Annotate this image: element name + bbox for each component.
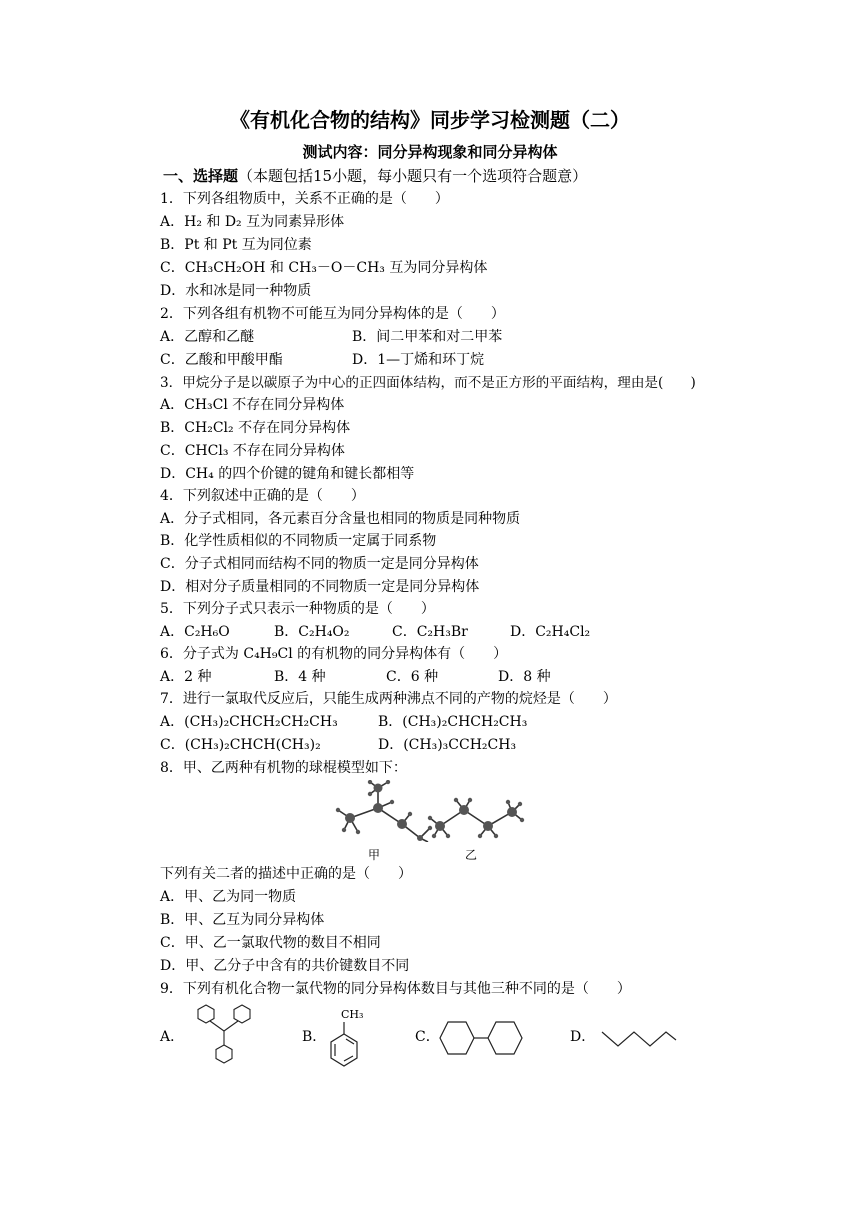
q7-stem: 7．进行一氯取代反应后，只能生成两种沸点不同的产物的烷烃是（ ） <box>160 691 617 707</box>
toluene-ch3-label: CH₃ <box>341 1008 364 1021</box>
hexane-skeleton-structure <box>598 1022 680 1052</box>
triphenylmethane-structure <box>186 1003 262 1071</box>
q2-option-d: D．1—丁烯和环丁烷 <box>352 352 485 368</box>
q6-option-a: A．2 种 <box>160 669 212 685</box>
q3-stem: 3．甲烷分子是以碳原子为中心的正四面体结构，而不是正方形的平面结构，理由是( ) <box>160 375 696 391</box>
ball-stick-model-figure <box>330 780 530 842</box>
q6-option-d: D．8 种 <box>498 669 551 685</box>
q6-option-c: C．6 种 <box>386 669 439 685</box>
q8-option-c: C．甲、乙一氯取代物的数目不相同 <box>160 935 381 951</box>
label-yi: 乙 <box>465 848 478 862</box>
q5-stem: 5．下列分子式只表示一种物质的是（ ） <box>160 601 435 617</box>
model-jia-atoms <box>336 780 432 841</box>
section-title: 一、选择题 <box>163 167 239 185</box>
model-jia <box>338 782 430 842</box>
q5-option-d: D．C₂H₄Cl₂ <box>510 624 591 640</box>
page-subtitle: 测试内容：同分异构现象和同分异构体 <box>302 143 558 161</box>
q8-lead: 下列有关二者的描述中正确的是（ ） <box>160 866 412 882</box>
q6-option-b: B．4 种 <box>274 669 326 685</box>
section-note: （本题包括15小题，每小题只有一个选项符合题意） <box>238 167 588 185</box>
q3-option-b: B．CH₂Cl₂ 不存在同分异构体 <box>160 420 351 436</box>
q4-stem: 4．下列叙述中正确的是（ ） <box>160 488 365 504</box>
q9-stem: 9．下列有机化合物一氯代物的同分异构体数目与其他三种不同的是（ ） <box>160 981 631 997</box>
q2-stem: 2．下列各组有机物不可能互为同分异构体的是（ ） <box>160 306 505 322</box>
q5-option-c: C．C₂H₃Br <box>392 624 468 640</box>
q1-option-c: C．CH₃CH₂OH 和 CH₃－O－CH₃ 互为同分异构体 <box>160 260 488 276</box>
q9-option-a: A． <box>160 1029 185 1045</box>
toluene-structure <box>322 1004 372 1074</box>
q9-option-c: C． <box>415 1029 440 1045</box>
q8-option-b: B．甲、乙互为同分异构体 <box>160 912 325 928</box>
q2-option-b: B．间二甲苯和对二甲苯 <box>352 329 503 345</box>
q9-option-d: D． <box>570 1029 596 1045</box>
q3-option-a: A．CH₃Cl 不存在同分异构体 <box>160 397 345 413</box>
q3-option-c: C．CHCl₃ 不存在同分异构体 <box>160 443 345 459</box>
q9-option-b: B． <box>302 1029 327 1045</box>
q5-option-b: B．C₂H₄O₂ <box>274 624 350 640</box>
q4-option-a: A．分子式相同，各元素百分含量也相同的物质是同种物质 <box>160 511 521 527</box>
label-jia: 甲 <box>368 848 381 862</box>
bicyclohexyl-structure <box>438 1018 524 1058</box>
q4-option-b: B．化学性质相似的不同物质一定属于同系物 <box>160 533 437 549</box>
q7-option-b: B．(CH₃)₂CHCH₂CH₃ <box>378 714 528 730</box>
q7-option-c: C．(CH₃)₂CHCH(CH₃)₂ <box>160 737 321 753</box>
page-title: 《有机化合物的结构》同步学习检测题（二） <box>230 108 630 132</box>
q7-option-d: D．(CH₃)₃CCH₂CH₃ <box>378 737 517 753</box>
q8-option-d: D．甲、乙分子中含有的共价键数目不同 <box>160 958 410 974</box>
q2-option-a: A．乙醇和乙醚 <box>160 329 255 345</box>
q8-stem: 8．甲、乙两种有机物的球棍模型如下： <box>160 760 407 776</box>
q6-stem: 6．分子式为 C₄H₉Cl 的有机物的同分异构体有（ ） <box>160 646 508 662</box>
q4-option-c: C．分子式相同而结构不同的物质一定是同分异构体 <box>160 556 479 572</box>
q2-option-c: C．乙酸和甲酸甲酯 <box>160 352 283 368</box>
q5-option-a: A．C₂H₆O <box>160 624 230 640</box>
q7-option-a: A．(CH₃)₂CHCH₂CH₂CH₃ <box>160 714 338 730</box>
q8-option-a: A．甲、乙为同一物质 <box>160 889 297 905</box>
section-heading <box>163 165 587 186</box>
q1-option-d: D．水和冰是同一种物质 <box>160 283 312 299</box>
q1-option-b: B．Pt 和 Pt 互为同位素 <box>160 237 312 253</box>
q4-option-d: D．相对分子质量相同的不同物质一定是同分异构体 <box>160 579 480 595</box>
q1-option-a: A．H₂ 和 D₂ 互为同素异形体 <box>160 214 345 230</box>
q3-option-d: D．CH₄ 的四个价键的键角和键长都相等 <box>160 466 415 482</box>
q1-stem: 1．下列各组物质中，关系不正确的是（ ） <box>160 191 449 207</box>
model-yi <box>430 800 522 836</box>
